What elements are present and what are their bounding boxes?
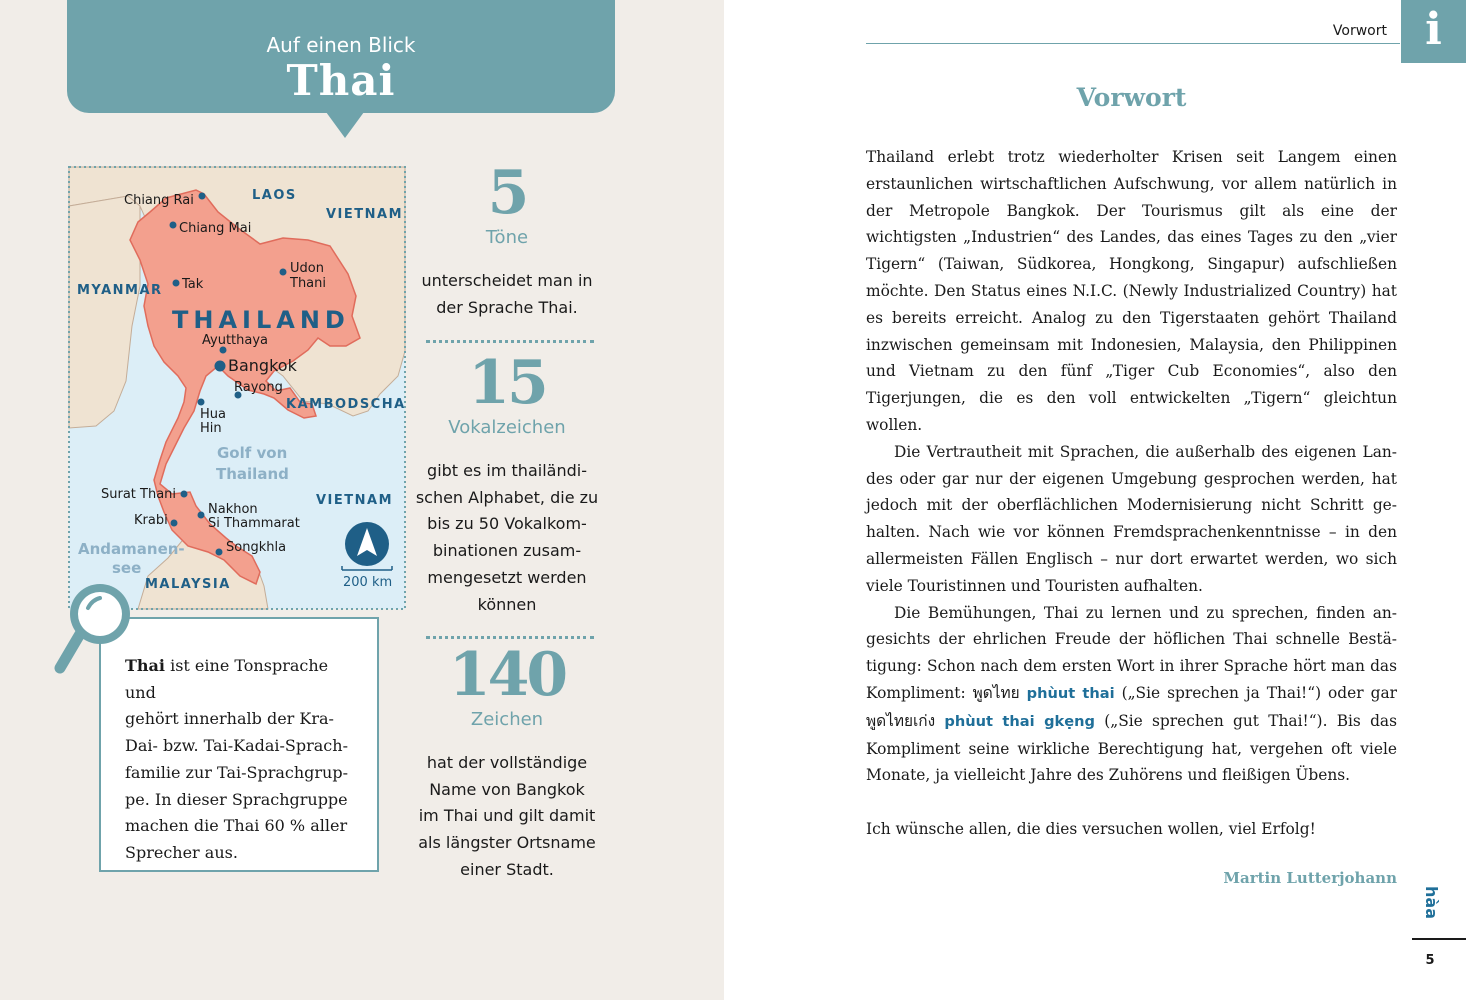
info-bold-term: Thai [125, 656, 165, 675]
city-hua-1: Hua [200, 407, 226, 422]
info-box [99, 617, 379, 872]
dot-surat-thani [181, 491, 188, 498]
fact-line: hat der vollständige [426, 753, 588, 772]
fact-line: einer Stadt. [460, 859, 554, 879]
info-line: familie zur Tai-Sprachgrup- [125, 762, 348, 782]
dot-krabi [171, 520, 178, 527]
header-rule [866, 43, 1400, 44]
thai-phrase: phùut thai [1026, 684, 1115, 702]
fact-line: der Sprache Thai. [436, 297, 578, 317]
label-gulf-2: Thailand [216, 465, 289, 483]
banner-pointer [326, 112, 364, 138]
at-a-glance-banner [67, 0, 615, 113]
dot-songkhla [216, 549, 223, 556]
city-krabi: Krabi [134, 513, 168, 528]
info-line: gehört innerhalb der Kra- [125, 709, 334, 729]
banner-title: Thai [286, 56, 396, 105]
label-myanmar: MYANMAR [77, 283, 163, 298]
fact-label: Zeichen [470, 709, 544, 730]
paragraph: Thailand erlebt trotz wiederholter Krisen seit Langem einen erstaunlichen wirtschaftlichen Aufschwung, vor allem natürlich in der Metropole Bangkok. Der Tourismus gilt als eine der wichtigsten „Industrien“ des Landes, das eines Tages zu den „vier Tigern“ (Taiwan, Südkorea, Hongkong, Singapur) aufschließen möchte. Den Status eines N.I.C. (Newly Industrialized Country) hat es bereits erreicht. Analog zu den Tigerstaaten gehört Thailand inzwischen gemeinsam mit Indonesien, Malaysia, den Philippinen und Vietnam zu den fünf „Tiger Cub Economies“, also den Tigerjungen, die es den voll entwickelten „Tigern“ gleichtun wollen. [866, 148, 1397, 434]
dot-chiang-mai [170, 222, 177, 229]
fact-vowels [412, 350, 602, 618]
info-line: Dai- bzw. Tai-Kadai-Sprach- [125, 736, 348, 756]
fact-number: 5 [487, 158, 527, 228]
foreword-body [866, 144, 1397, 843]
magnifier-icon [52, 580, 136, 676]
city-udon-1: Udon [290, 261, 324, 276]
north-arrow-icon [345, 522, 389, 566]
info-line: pe. In dieser Sprachgruppe [125, 789, 348, 809]
dot-tak [173, 280, 180, 287]
side-number-word: hàa [1422, 886, 1441, 919]
page-number: 5 [1425, 953, 1435, 968]
banner-subtitle: Auf einen Blick [266, 33, 416, 57]
label-malaysia: MALAYSIA [145, 577, 231, 592]
label-gulf-1: Golf von [217, 444, 288, 462]
info-line: machen die Thai 60 % aller [125, 816, 348, 836]
city-nakhon-2: Si Thammarat [208, 516, 300, 531]
city-chiang-rai: Chiang Rai [124, 193, 194, 208]
label-vietnam-north: VIETNAM [326, 207, 404, 222]
page-number-rule [1412, 938, 1466, 940]
label-thailand: THAILAND [172, 306, 350, 334]
city-hua-2: Hin [200, 421, 222, 436]
fact-number: 15 [468, 348, 546, 418]
fact-line: gibt es im thailändi- [427, 461, 587, 480]
city-songkhla: Songkhla [226, 540, 287, 555]
city-bangkok: Bangkok [228, 356, 297, 375]
city-ayutthaya: Ayutthaya [202, 333, 269, 348]
dot-udon-thani [280, 269, 287, 276]
fact-line: binationen zusam- [432, 541, 582, 561]
fact-label: Töne [485, 227, 529, 248]
author-signature: Martin Lutterjohann [1223, 869, 1397, 887]
city-udon-2: Thani [290, 276, 326, 291]
fact-line: als längster Ortsname [418, 833, 596, 853]
dot-chiang-rai [199, 193, 206, 200]
city-nakhon-1: Nakhon [208, 502, 258, 517]
fact-line: Name von Bangkok [429, 779, 585, 799]
fact-line: im Thai und gilt damit [418, 806, 596, 826]
fact-line: bis zu 50 Vokalkom- [427, 514, 587, 534]
fact-tones [412, 160, 602, 321]
city-rayong: Rayong [234, 380, 283, 395]
info-tab-icon: i [1401, 0, 1466, 63]
fact-line: unterscheidet man in [421, 271, 593, 290]
dot-nakhon [198, 512, 205, 519]
label-andaman-2: see [112, 559, 142, 577]
running-header: Vorwort [1332, 23, 1387, 39]
city-surat-thani: Surat Thani [101, 487, 177, 502]
dot-hua-hin [198, 399, 205, 406]
fact-characters [412, 642, 602, 884]
fact-number: 140 [448, 640, 566, 710]
city-chiang-mai: Chiang Mai [179, 221, 252, 236]
label-vietnam-south: VIETNAM [316, 493, 394, 508]
thai-phrase: phùut thai gkẹng [944, 712, 1095, 730]
info-line: Sprecher aus. [125, 842, 238, 862]
fact-line: schen Alphabet, die zu [415, 487, 599, 507]
scale-label: 200 km [343, 575, 393, 590]
thailand-map [68, 166, 406, 610]
dotted-divider [426, 340, 594, 343]
fact-label: Vokalzeichen [448, 417, 566, 438]
left-page [0, 0, 724, 1000]
city-tak: Tak [182, 277, 204, 292]
page-title: Vorwort [1076, 83, 1187, 112]
info-line: ist eine Tonsprache und [125, 656, 329, 702]
closing-line: Ich wünsche allen, die dies versuchen wollen, viel Erfolg! [866, 819, 1316, 838]
dotted-divider [426, 636, 594, 639]
fact-line: können [477, 594, 537, 614]
paragraph: Die Vertrautheit mit Sprachen, die außerhalb des eigenen Landes oder gar nur der eigenen Umgebung gesprochen werden, hat jedoch mit der oberflächlichen Modernisierung nicht Schritt gehalten. Nach wie vor können Fremdsprachenkenntnisse – in den allermeisten Fällen Englisch – nur dort erwartet werden, wo sich viele Touristinnen und Touristen aufhalten. [866, 442, 1397, 595]
paragraph: Die Bemühungen, Thai zu lernen und zu sprechen, finden angesichts der ehrlichen Freude der höflichen Thai schnelle Bestätigung: Schon nach dem ersten Wort in ihrer Sprache hört man das Kompliment: พูดไทย phùut thai („Sie sprechen ja Thai!“) oder gar พูดไทยเก่ง phùut thai gkẹng („Sie sprechen gut Thai!“). Bis das Kompliment seine wirkliche Berechtigung hat, vergehen oft viele Monate, ja vielleicht Jahre des Zuhörens und fleißigen Übens. [866, 603, 1398, 785]
label-cambodia: KAMBODSCHA [286, 397, 406, 412]
label-laos: LAOS [252, 188, 297, 203]
dot-bangkok [215, 361, 226, 372]
label-andaman-1: Andamanen- [78, 540, 185, 558]
fact-line: mengesetzt werden [427, 567, 587, 587]
